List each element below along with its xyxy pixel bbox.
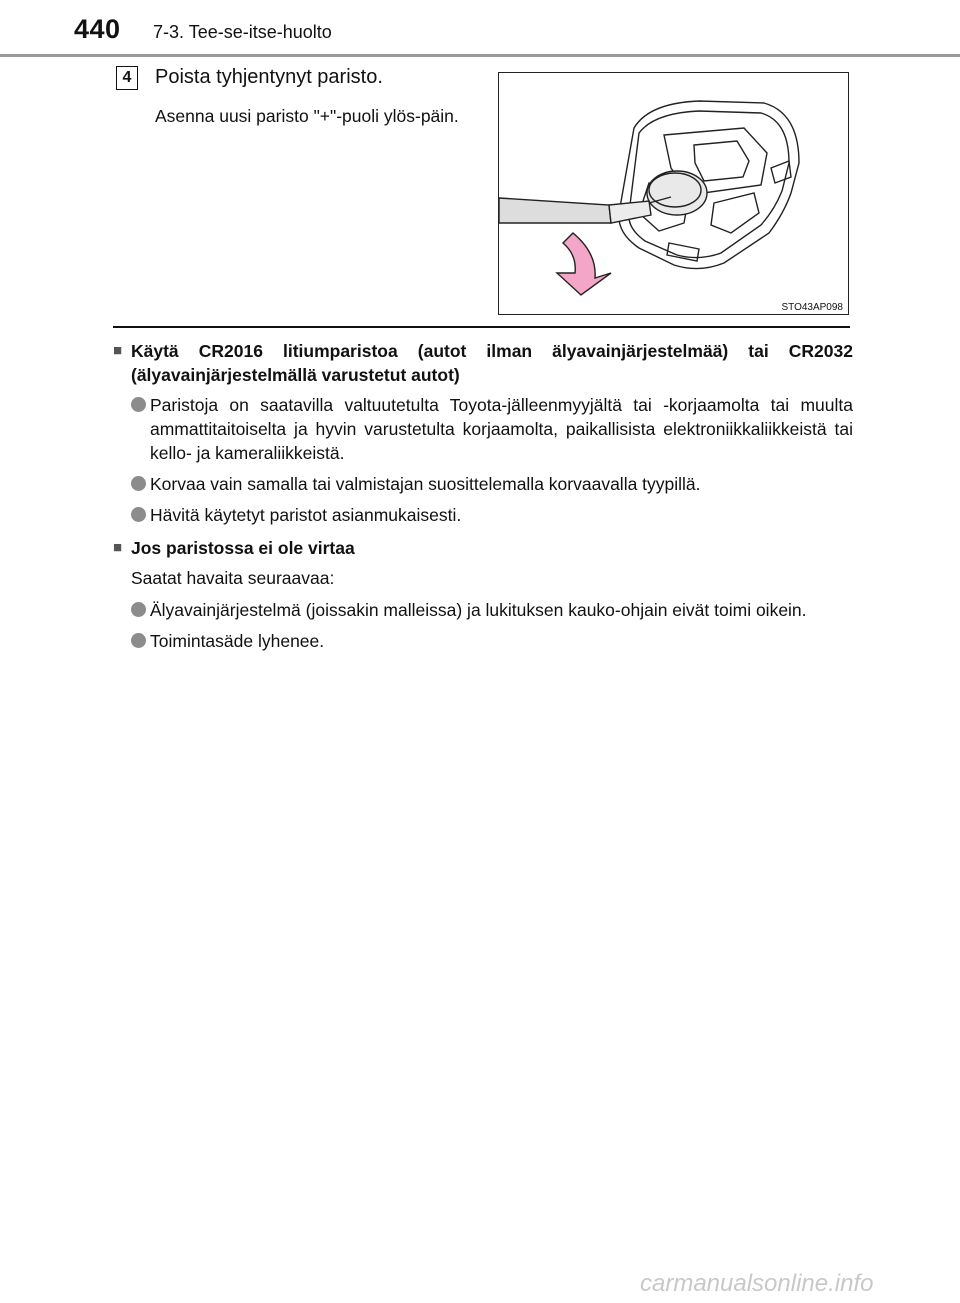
header-rule xyxy=(0,54,960,57)
square-marker-icon: ■ xyxy=(113,539,123,556)
step-number-box: 4 xyxy=(116,66,138,90)
section-heading xyxy=(113,536,853,560)
square-marker-icon: ■ xyxy=(113,342,123,359)
key-fob-drawing xyxy=(499,73,847,313)
list-item xyxy=(131,503,853,527)
section-heading xyxy=(113,339,853,387)
list-item-text: Hävitä käytetyt paristot asianmukaisesti. xyxy=(150,505,462,525)
list-item xyxy=(131,598,853,622)
step-description: Asenna uusi paristo "+"-puoli ylös-päin. xyxy=(155,106,459,126)
bullet-dot-icon xyxy=(131,602,146,617)
rotation-arrow xyxy=(557,233,611,295)
figure-code: STO43AP098 xyxy=(781,302,843,313)
bullet-dot-icon xyxy=(131,633,146,648)
bullet-dot-icon xyxy=(131,476,146,491)
list-item-text: Paristoja on saatavilla valtuutetulta Toyota-jälleenmyyjältä tai -korjaamolta tai muulta ammattitaitoiselta ja hyvin varustetulta korjaamolta, paikallisista elektroniikkaliikkeistä tai kello- ja kameraliikkeistä. xyxy=(150,395,853,463)
bullet-dot-icon xyxy=(131,507,146,522)
list-item xyxy=(131,472,853,496)
section-intro: Saatat havaita seuraavaa: xyxy=(131,568,335,588)
bullet-dot-icon xyxy=(131,397,146,412)
list-item xyxy=(131,629,853,653)
section-title: 7-3. Tee-se-itse-huolto xyxy=(153,22,332,42)
list-item xyxy=(131,393,853,465)
watermark: carmanualsonline.info xyxy=(640,1270,874,1297)
list-item-text: Toimintasäde lyhenee. xyxy=(150,631,325,651)
step-title: Poista tyhjentynyt paristo. xyxy=(155,66,383,88)
notes-content xyxy=(113,339,853,660)
list-item-text: Korvaa vain samalla tai valmistajan suosittelemalla korvaavalla tyypillä. xyxy=(150,474,701,494)
list-item-text: Älyavainjärjestelmä (joissakin malleissa) ja lukituksen kauko-ohjain eivät toimi oikein. xyxy=(150,600,807,620)
page-number: 440 xyxy=(74,14,121,44)
section-heading-text: Käytä CR2016 litiumparistoa (autot ilman älyavainjärjestelmää) tai CR2032 (älyavainjärjestelmällä varustetut autot) xyxy=(131,341,853,385)
key-battery-illustration xyxy=(498,72,849,315)
separator-rule xyxy=(113,326,850,328)
section-heading-text: Jos paristossa ei ole virtaa xyxy=(131,538,355,558)
